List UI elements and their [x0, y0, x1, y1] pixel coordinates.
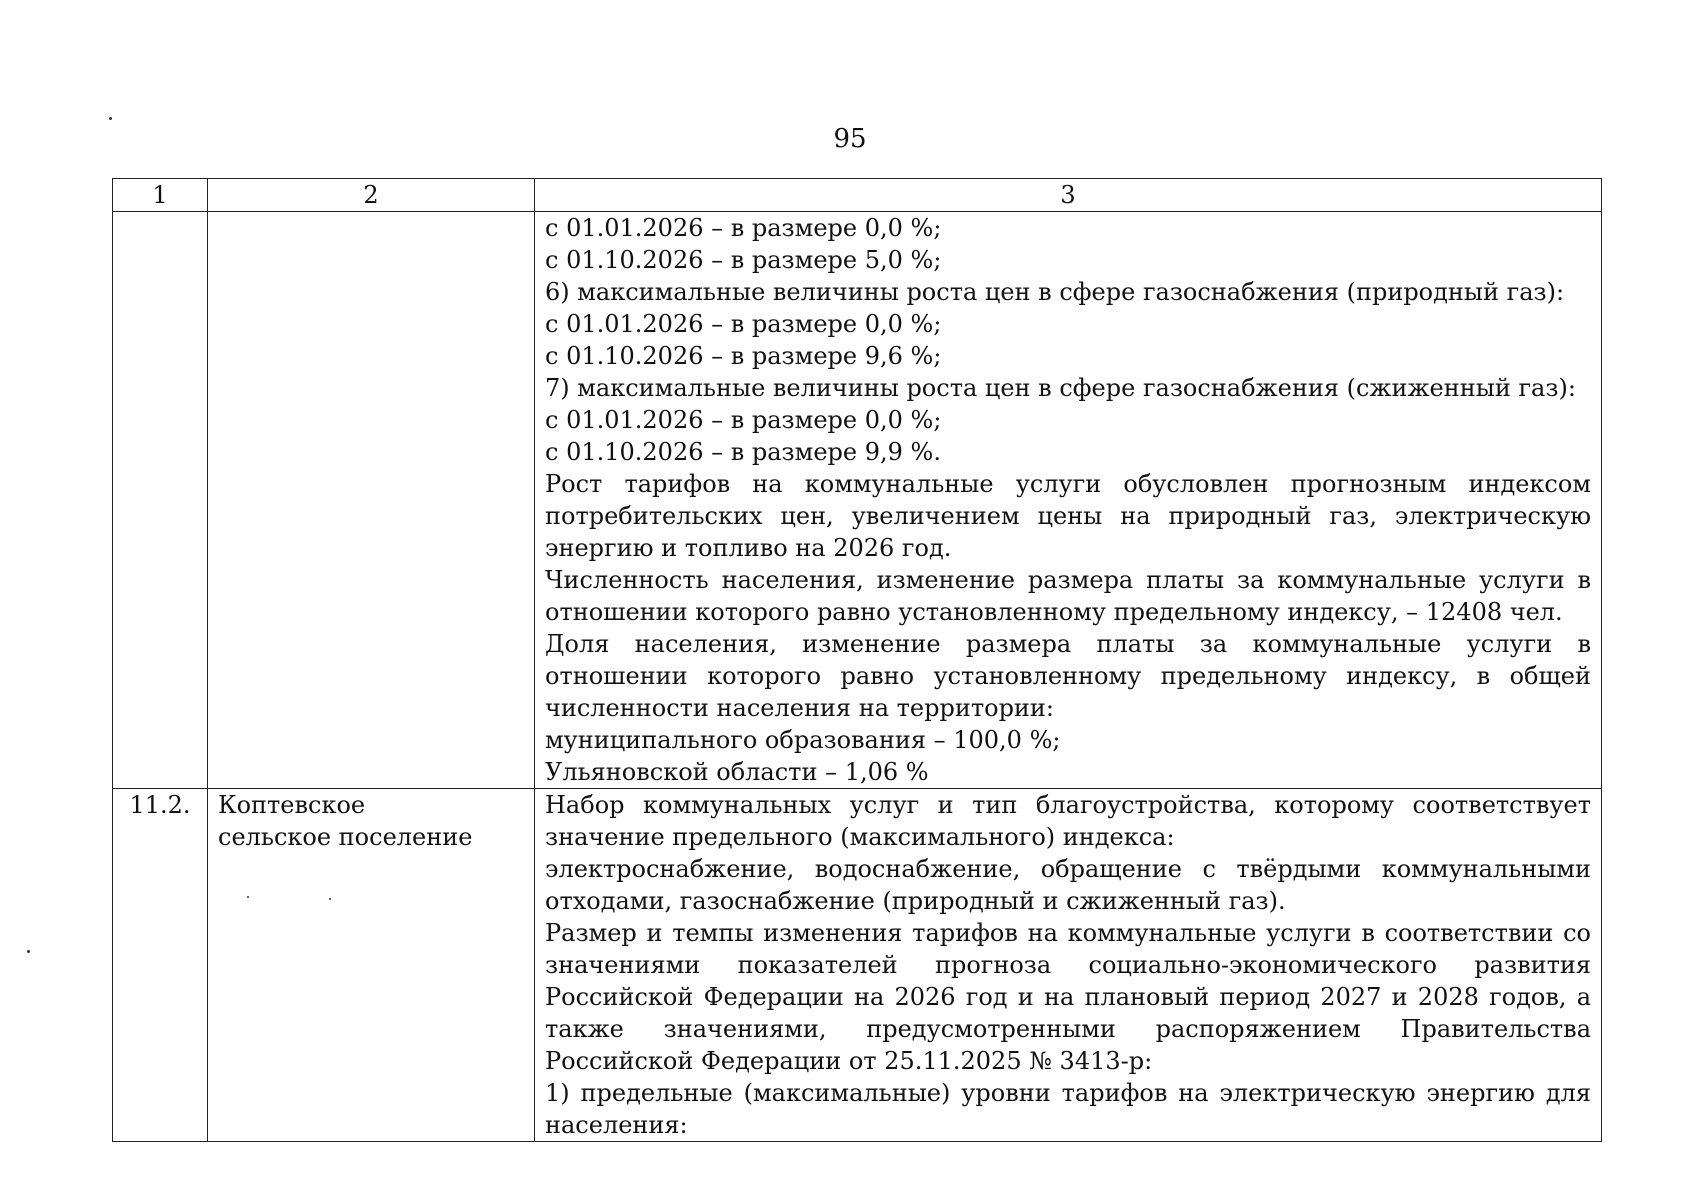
- text-line: 6) максимальные величины роста цен в сфере газоснабжения (природный газ):: [545, 278, 1565, 306]
- text-line: с 01.01.2026 – в размере 0,0 %;: [545, 406, 942, 434]
- text-line: с 01.01.2026 – в размере 0,0 %;: [545, 310, 942, 338]
- row-content-cell: [535, 212, 1602, 789]
- row-content-cell: [535, 789, 1602, 1142]
- text-line: 7) максимальные величины роста цен в сфере газоснабжения (сжиженный газ):: [545, 374, 1576, 402]
- row-number-cell-empty: [113, 212, 208, 789]
- text-line: муниципального образования – 100,0 %;: [545, 726, 1061, 754]
- text-line: с 01.10.2026 – в размере 5,0 %;: [545, 246, 942, 274]
- table-row-continued: [113, 212, 1602, 789]
- column-header-1: 1: [113, 179, 208, 212]
- page-number: 95: [833, 124, 867, 154]
- scan-speck: [109, 117, 112, 120]
- settlement-name-line2: сельское поселение: [218, 823, 473, 851]
- paragraph: Набор коммунальных услуг и тип благоустройства, которому соответствует значение предельного (максимального) индекса:: [545, 791, 1591, 851]
- text-line: с 01.10.2026 – в размере 9,9 %.: [545, 438, 941, 466]
- settlement-name-line1: Коптевское: [218, 791, 366, 819]
- column-header-3: 3: [535, 179, 1602, 212]
- text-line: Ульяновской области – 1,06 %: [545, 758, 929, 786]
- paragraph: Рост тарифов на коммунальные услуги обусловлен прогнозным индексом потребительских цен, увеличением цены на природный газ, электрическую энергию и топливо на 2026 год.: [545, 470, 1591, 562]
- paragraph: Доля населения, изменение размера платы за коммунальные услуги в отношении которого равно установленному предельному индексу, в общей численности населения на территории:: [545, 630, 1591, 722]
- scan-speck: [27, 950, 30, 953]
- paragraph: Численность населения, изменение размера платы за коммунальные услуги в отношении которого равно установленному предельному индексу, – 12408 чел.: [545, 566, 1591, 626]
- column-header-2: 2: [208, 179, 535, 212]
- table-row-11-2: [113, 789, 1602, 1142]
- paragraph: Размер и темпы изменения тарифов на коммунальные услуги в соответствии со значениями показателей прогноза социально-экономического развития Российской Федерации на 2026 год и на плановый период 2027 и 2028 годов, а также значениями, предусмотренными распоряжением Правительства Российской Федерации от 25.11.2025 № 3413-р:: [545, 919, 1591, 1075]
- settlement-name-cell: [208, 789, 535, 1142]
- row-name-cell-empty: [208, 212, 535, 789]
- text-line: с 01.01.2026 – в размере 0,0 %;: [545, 214, 942, 242]
- paragraph: электроснабжение, водоснабжение, обращение с твёрдыми коммунальными отходами, газоснабжение (природный и сжиженный газ).: [545, 855, 1591, 915]
- table-header-row: [113, 179, 1602, 212]
- row-number: 11.2.: [113, 789, 208, 1142]
- tariff-table: [112, 178, 1602, 1142]
- paragraph: 1) предельные (максимальные) уровни тарифов на электрическую энергию для населения:: [545, 1079, 1591, 1139]
- text-line: с 01.10.2026 – в размере 9,6 %;: [545, 342, 942, 370]
